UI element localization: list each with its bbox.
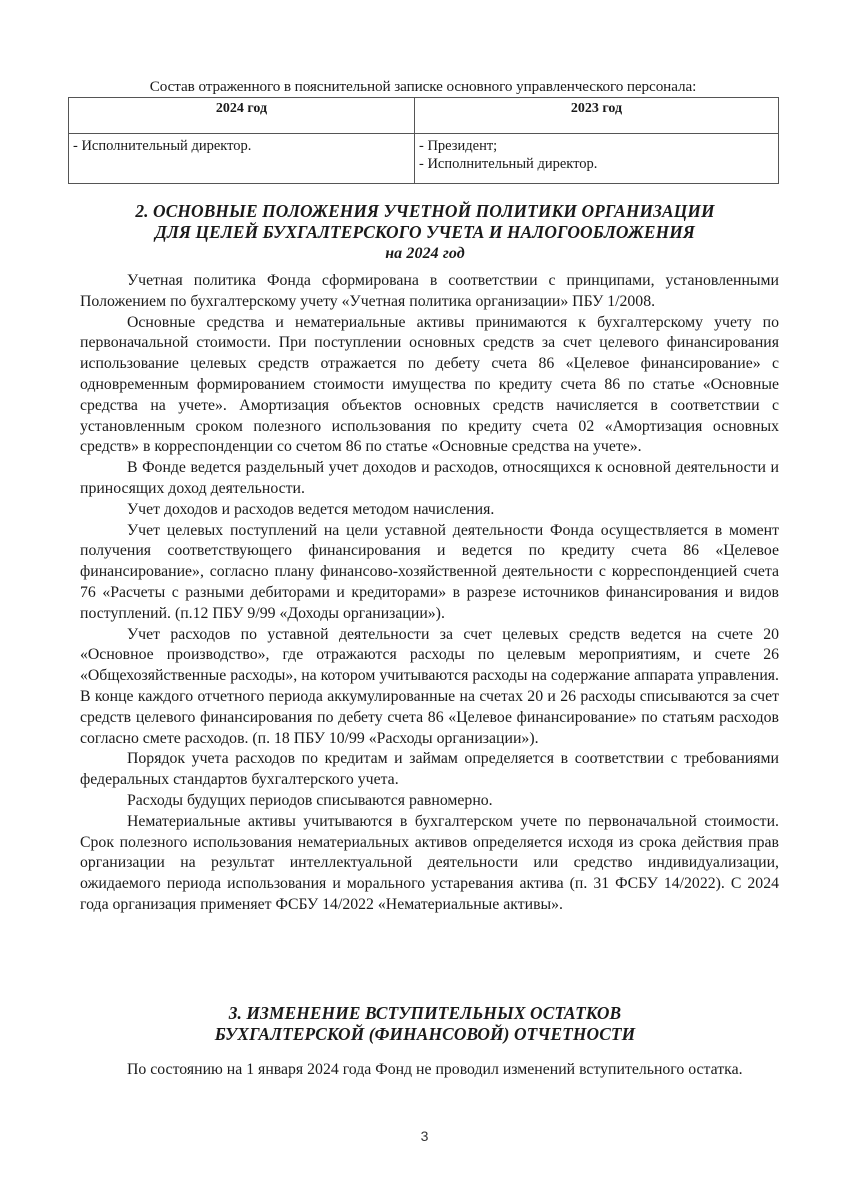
paragraph: Порядок учета расходов по кредитам и займам определяется в соответствии с требованиями федеральных стандартов бухгалтерского учета. (80, 750, 779, 789)
section-3-title-line1: 3. ИЗМЕНЕНИЕ ВСТУПИТЕЛЬНЫХ ОСТАТКОВ (228, 1003, 622, 1023)
table-header-row (69, 98, 779, 134)
cell-2023 (415, 134, 779, 184)
personnel-table (68, 97, 779, 184)
paragraph: В Фонде ведется раздельный учет доходов и расходов, относящихся к основной деятельности и приносящих доход деятельности. (80, 459, 779, 497)
position-item: - Исполнительный директор. (419, 156, 598, 172)
position-item: - Президент; (419, 138, 498, 154)
section-3-heading (60, 1003, 790, 1045)
section-2-heading (60, 201, 790, 264)
page-number: 3 (420, 1128, 429, 1144)
section-2-body (80, 271, 779, 916)
paragraph: Нематериальные активы учитываются в бухгалтерском учете по первоначальной стоимости. Срок полезного использования нематериальных активов определяется исходя из срока действия прав организации на результат интеллектуальной деятельности или средство индивидуализации, ожидаемого периода использования и морального устаревания актива (п. 31 ФСБУ 14/2022). С 2024 года организация применяет ФСБУ 14/2022 «Нематериальные активы». (80, 812, 779, 913)
paragraph: Учет расходов по уставной деятельности за счет целевых средств ведется на счете 20 «Основное производство», где отражаются расходы по целевым мероприятиям, и счете 26 «Общехозяйственные расходы», на котором учитываются расходы на содержание аппарата управления. В конце каждого отчетного периода аккумулированные на счетах 20 и 26 расходы списываются за счет средств целевого финансирования по дебету счета 86 «Целевое финансирование» по статьям расходов согласно смете расходов. (п. 18 ПБУ 10/99 «Расходы организации»). (80, 625, 779, 747)
cell-2024 (69, 134, 415, 184)
section-3-body (80, 1060, 779, 1081)
position-item: - Исполнительный директор. (73, 138, 252, 154)
paragraph: Учет целевых поступлений на цели уставной деятельности Фонда осуществляется в момент получения соответствующего финансирования и ведется по кредиту счета 86 «Целевое финансирование», согласно плану финансово-хозяйственной деятельности с корреспонденцией счета 76 «Расчеты с разными дебиторами и кредиторами» в разрезе источников финансирования и видов поступлений. (п.12 ПБУ 9/99 «Доходы организации»). (80, 521, 779, 622)
personnel-caption: Состав отраженного в пояснительной записке основного управленческого персонала: (149, 78, 697, 95)
section-2-subtitle: на 2024 год (385, 245, 465, 262)
section-3-title-line2: БУХГАЛТЕРСКОЙ (ФИНАНСОВОЙ) ОТЧЕТНОСТИ (214, 1024, 636, 1044)
section-2-title-line2: ДЛЯ ЦЕЛЕЙ БУХГАЛТЕРСКОГО УЧЕТА И НАЛОГООБЛОЖЕНИЯ (155, 222, 695, 242)
table-row (69, 134, 779, 184)
section-2-title-line1: 2. ОСНОВНЫЕ ПОЛОЖЕНИЯ УЧЕТНОЙ ПОЛИТИКИ ОРГАНИЗАЦИИ (135, 201, 715, 221)
column-header-2024: 2024 год (69, 98, 415, 134)
paragraph: По состоянию на 1 января 2024 года Фонд не проводил изменений вступительного остатка. (127, 1061, 743, 1078)
paragraph: Расходы будущих периодов списываются равномерно. (127, 791, 493, 809)
paragraph: Основные средства и нематериальные активы принимаются к бухгалтерскому учету по первоначальной стоимости. При поступлении основных средств за счет целевого финансирования использование целевых средств отражается по дебету счета 86 «Целевое финансирование» с одновременным формированием стоимости имущества по кредиту счета 86 по статье «Основные средства на учете». Амортизация объектов основных средств начисляется в соответствии с установленным сроком полезного использования по кредиту счета 02 «Амортизация основных средств» в корреспонденции со счетом 86 по статье «Основные средства на учете». (80, 313, 779, 456)
paragraph: Учет доходов и расходов ведется методом начисления. (127, 500, 495, 518)
paragraph: Учетная политика Фонда сформирована в соответствии с принципами, установленными Положением по бухгалтерскому учету «Учетная политика организации» ПБУ 1/2008. (80, 272, 779, 310)
column-header-2023: 2023 год (415, 98, 779, 134)
